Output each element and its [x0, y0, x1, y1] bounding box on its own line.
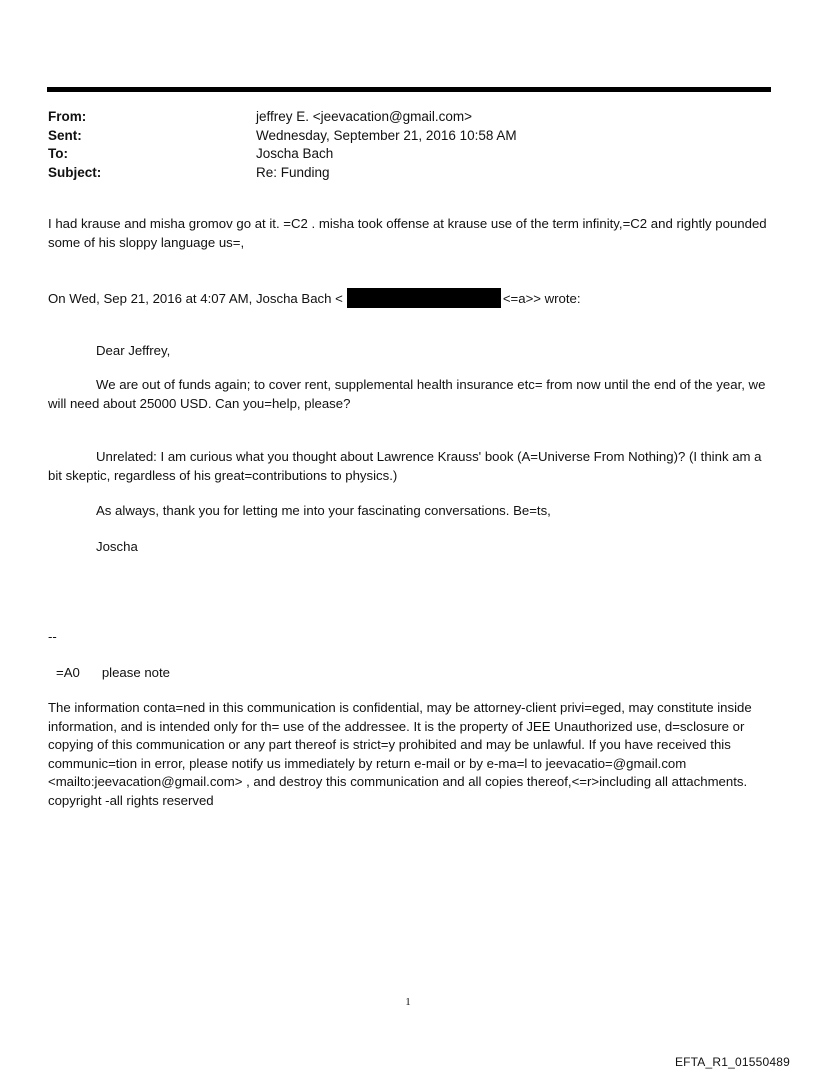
quote-intro — [48, 288, 770, 309]
disclaimer: The information conta=ned in this communication is confidential, may be attorney-client privi=eged, may constitute inside information, and is intended only for th= use of the addressee. It is the property of JEE Unauthorized use, d=sclosure or copying of this communication or any part thereof is strict=y prohibited and may be unlawful. If you have received this communic=tion in error, please notify us immediately by return e-mail or by e-ma=l to jeevacatio=@gmail.com <mailto:jeevacation@gmail.com> , and destroy this communication and all copies thereof,<=r>including all attachments. copyright -all rights reserved — [48, 700, 752, 808]
to-value: Joscha Bach — [256, 146, 334, 161]
email-header — [48, 108, 768, 182]
signature: Joscha — [96, 539, 138, 554]
sent-label: Sent: — [48, 127, 82, 143]
redaction-box — [347, 288, 501, 308]
page-number: 1 — [405, 996, 411, 1008]
from-label: From: — [48, 109, 87, 124]
reply-text: I had krause and misha gromov go at it. =C2 . misha took offense at krause use of the term infinity,=C2 and rightly pounded some of his sloppy language us=, — [48, 216, 767, 250]
quote-intro-start: On Wed, Sep 21, 2016 at 4:07 AM, Joscha Bach < — [48, 291, 343, 306]
subject-row — [48, 164, 768, 183]
quote-intro-end: <=a>> wrote: — [502, 291, 581, 306]
subject-label: Subject: — [48, 164, 102, 180]
paragraph-thanks: As always, thank you for letting me into your fascinating conversations. Be=ts, — [96, 503, 551, 518]
sent-value: Wednesday, September 21, 2016 10:58 AM — [256, 127, 517, 143]
from-value: jeffrey E. <jeevacation@gmail.com> — [256, 109, 473, 124]
paragraph-krauss: Unrelated: I am curious what you thought about Lawrence Krauss' book (A=Universe From Nothing)? (I think am a bit skeptic, regardless of his great=contributions to physics.) — [48, 449, 762, 483]
to-label: To: — [48, 146, 68, 161]
to-row — [48, 145, 768, 164]
from-row — [48, 108, 768, 127]
document-id: EFTA_R1_01550489 — [674, 1055, 790, 1069]
sent-row — [48, 127, 768, 146]
signature-separator: -- — [48, 629, 57, 644]
paragraph-funds: We are out of funds again; to cover rent, supplemental health insurance etc= from now until the end of the year, we will need about 25000 USD. Can you=help, please? — [48, 377, 766, 411]
subject-value: Re: Funding — [256, 164, 330, 180]
greeting: Dear Jeffrey, — [96, 343, 171, 358]
header-rule — [47, 87, 771, 92]
please-note: =A0 please note — [56, 665, 171, 680]
